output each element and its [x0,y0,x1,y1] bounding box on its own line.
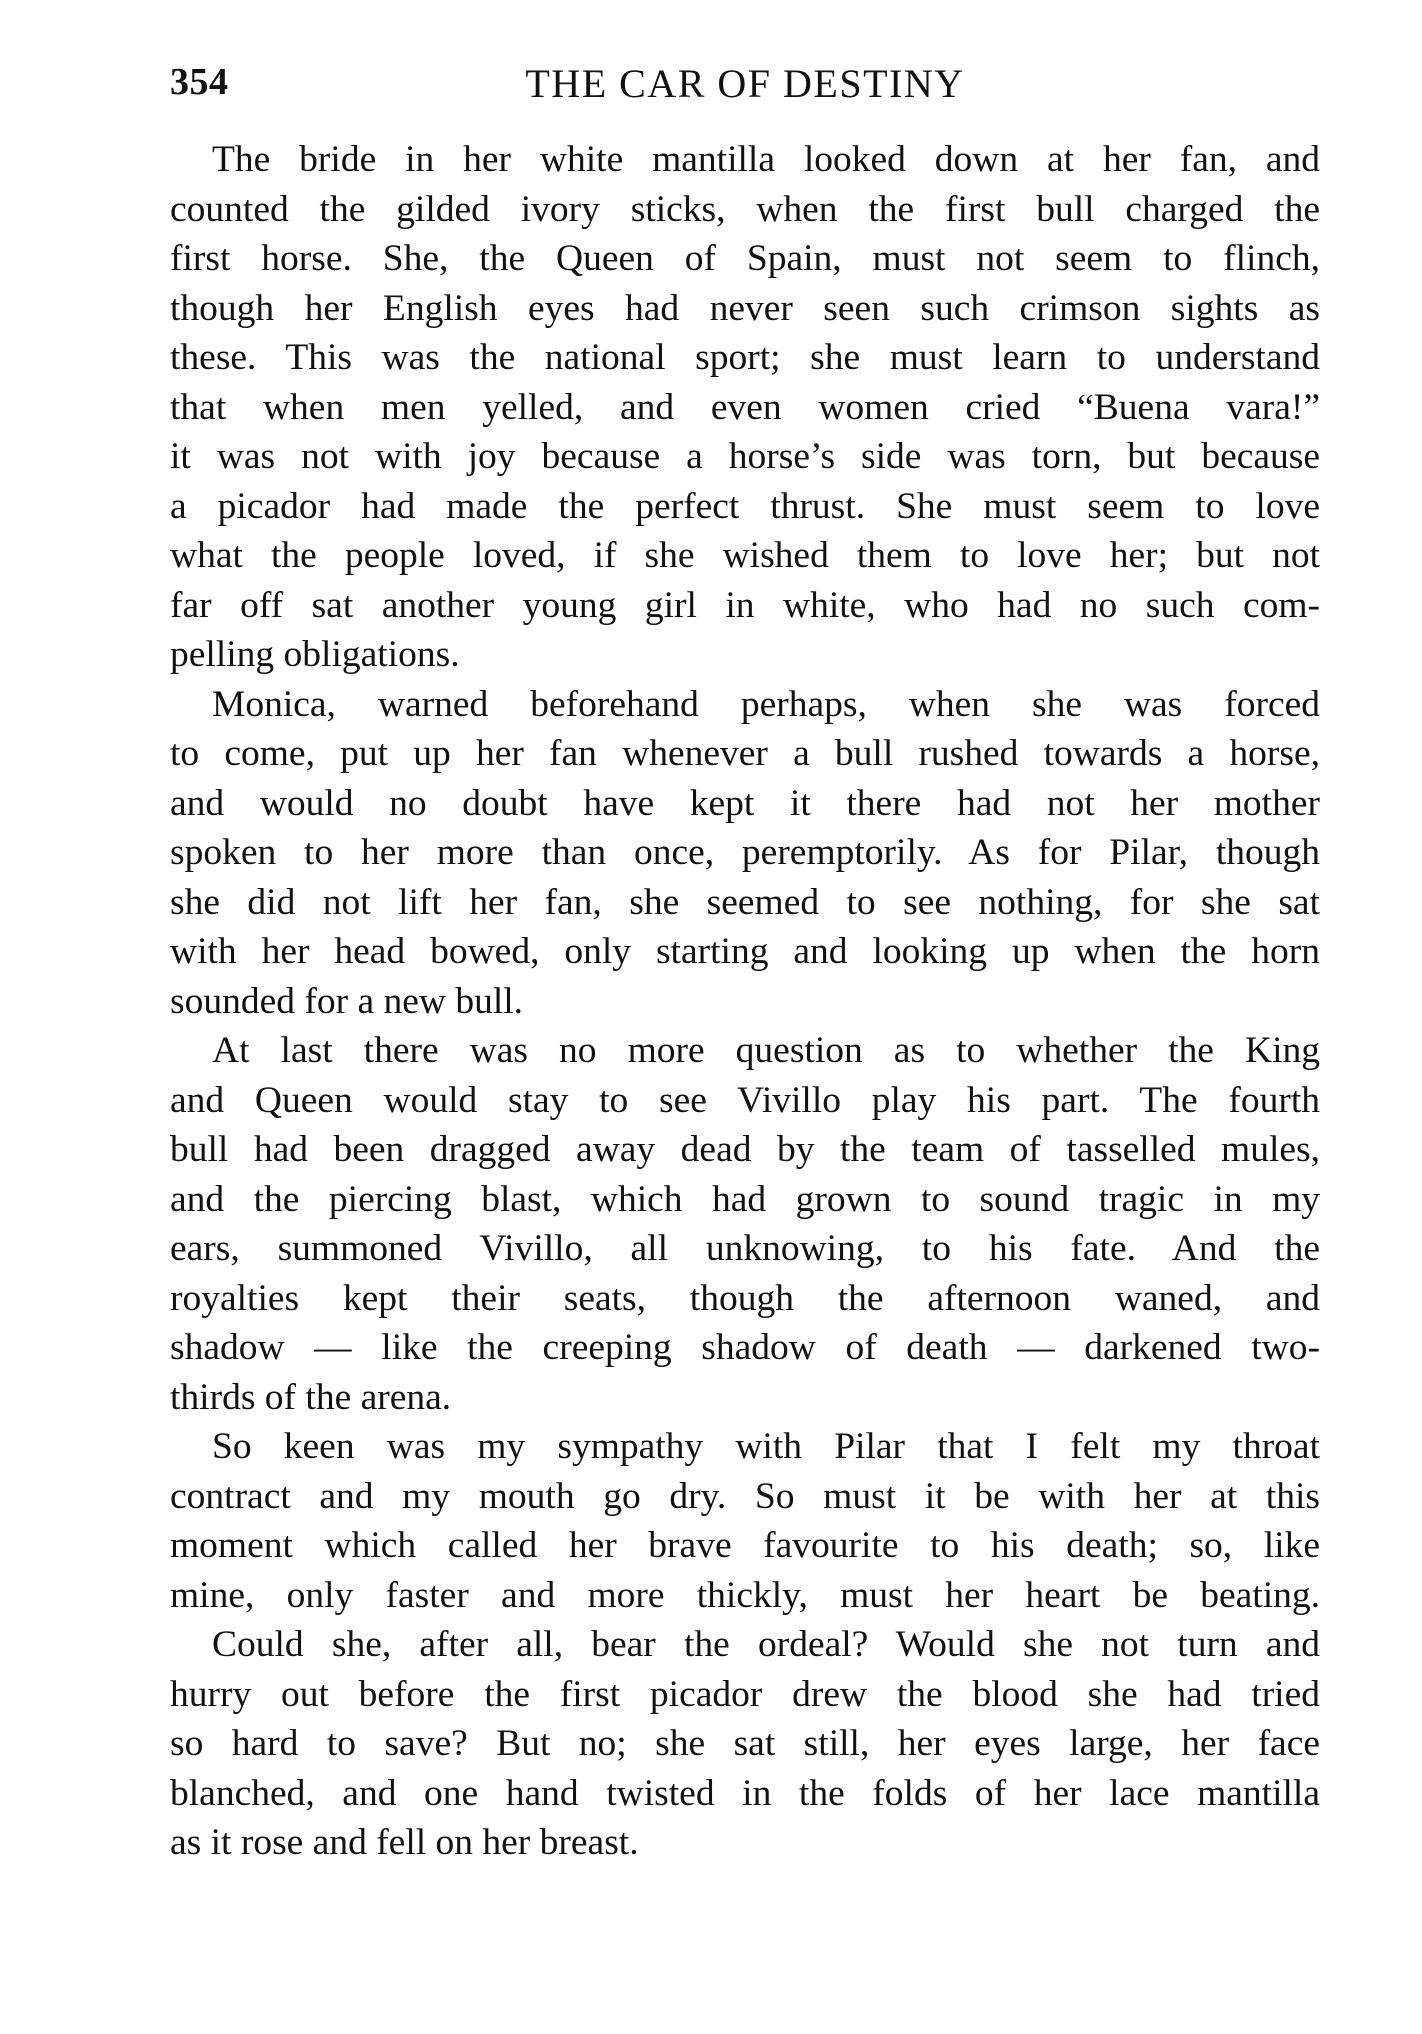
text-line: mine, only faster and more thickly, must her heart be beating. [170,1574,1320,1616]
text-line: royalties kept their seats, though the afternoon waned, and [170,1277,1320,1319]
text-line: and the piercing blast, which had grown to sound tragic in my [170,1178,1320,1220]
page-header [170,60,1320,120]
text-line: hurry out before the first picador drew the blood she had tried [170,1673,1320,1715]
text-line: these. This was the national sport; she must learn to understand [170,337,1320,378]
text-line: At last there was no more question as to whether the King [212,1030,1320,1071]
text-line: contract and my mouth go dry. So must it be with her at this [170,1475,1320,1517]
paragraph-3 [170,1026,1320,1422]
text-line: though her English eyes had never seen such crimson sights as [170,287,1320,329]
text-line: what the people loved, if she wished them to love her; but not [170,535,1320,576]
text-line: to come, put up her fan whenever a bull rushed towards a horse, [170,733,1320,774]
text-line: that when men yelled, and even women cried “Buena vara!” [170,386,1320,428]
text-line: counted the gilded ivory sticks, when the first bull charged the [170,188,1320,230]
text-line: sounded for a new bull. [170,980,524,1022]
text-line: she did not lift her fan, she seemed to see nothing, for she sat [170,881,1320,923]
text-line: and would no doubt have kept it there had not her mother [170,782,1320,824]
text-line: first horse. She, the Queen of Spain, must not seem to flinch, [170,238,1320,279]
text-line: thirds of the arena. [170,1376,452,1418]
paragraph-1 [170,135,1320,680]
body-text [170,135,1320,1868]
paragraph-5 [170,1620,1320,1868]
text-line: spoken to her more than once, peremptorily. As for Pilar, though [170,832,1320,873]
paragraph-2 [170,680,1320,1027]
text-line: blanched, and one hand twisted in the folds of her lace mantilla [170,1772,1320,1814]
text-line: as it rose and fell on her breast. [170,1822,639,1863]
running-title: THE CAR OF DESTINY [525,61,965,106]
text-line: shadow — like the creeping shadow of death — darkened two- [170,1327,1320,1368]
text-line: and Queen would stay to see Vivillo play his part. The fourth [170,1079,1320,1121]
text-line: a picador had made the perfect thrust. She must seem to love [170,485,1320,527]
text-line: far off sat another young girl in white, who had no such com- [170,584,1320,626]
text-line: The bride in her white mantilla looked down at her fan, and [212,139,1320,180]
text-line: moment which called her brave favourite to his death; so, like [170,1525,1320,1566]
text-line: Monica, warned beforehand perhaps, when she was forced [212,683,1320,725]
text-line: with her head bowed, only starting and looking up when the horn [170,931,1320,972]
text-line: it was not with joy because a horse’s side was torn, but because [170,436,1320,477]
paragraph-4 [170,1422,1320,1620]
text-line: ears, summoned Vivillo, all unknowing, to his fate. And the [170,1228,1320,1269]
text-line: Could she, after all, bear the ordeal? Would she not turn and [212,1624,1320,1665]
text-line: bull had been dragged away dead by the team of tasselled mules, [170,1129,1320,1170]
text-line: so hard to save? But no; she sat still, her eyes large, her face [170,1723,1320,1764]
page-number: 354 [170,61,229,103]
text-line: pelling obligations. [170,634,460,675]
text-line: So keen was my sympathy with Pilar that I felt my throat [212,1426,1320,1467]
